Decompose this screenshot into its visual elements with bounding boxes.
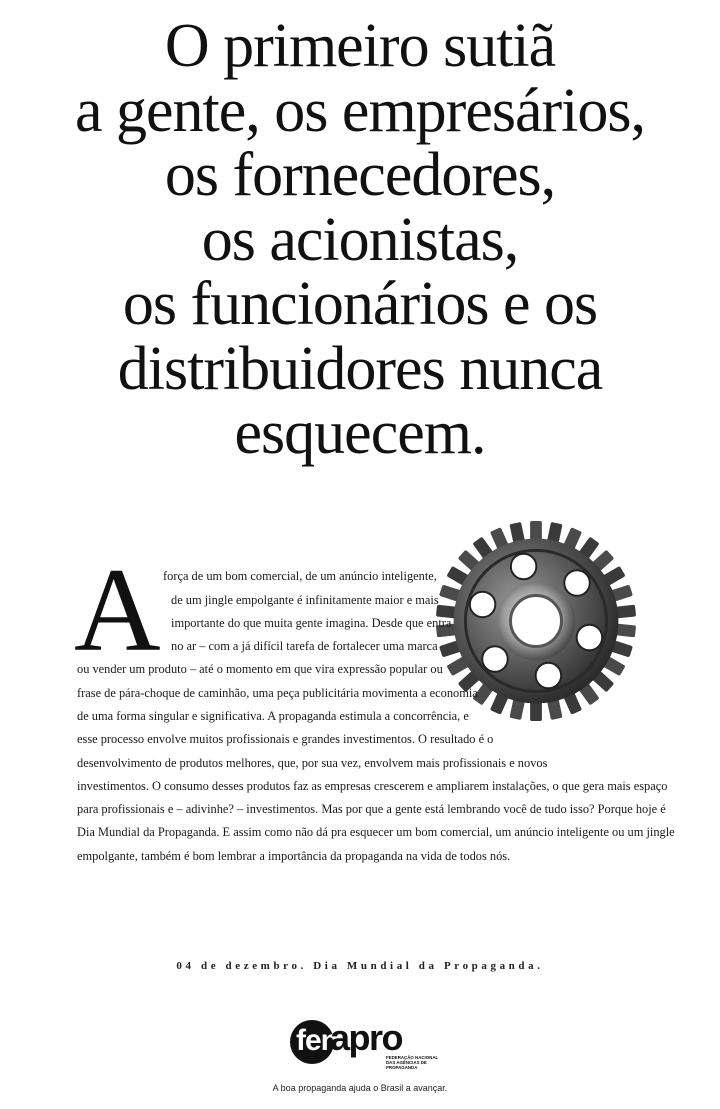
- headline-line: os funcionários e os: [122, 270, 598, 338]
- headline-line: distribuidores nunca: [117, 334, 603, 403]
- logo-wordmark: apro: [330, 1017, 403, 1058]
- body-line: esse processo envolve muitos profissionais e grandes investimentos. O resultado é o: [77, 732, 494, 746]
- body-line: frase de pára-choque de caminhão, uma peça publicitária movimenta a economia: [77, 686, 478, 700]
- logo-circle: [290, 1020, 338, 1064]
- body-line: força de um bom comercial, de um anúncio inteligente,: [163, 569, 437, 583]
- dateline: 04 de dezembro. Dia Mundial da Propaganda.: [176, 960, 544, 972]
- body-line: de uma forma singular e significativa. A propaganda estimula a concorrência, e: [77, 709, 469, 723]
- body-line: para profissionais e – adivinhe? – investimentos. Mas por que a gente está lembrando você de tudo isso? Porque hoje é: [77, 802, 666, 816]
- body-line: Dia Mundial da Propaganda. E assim como não dá pra esquecer um bom comercial, um anúncio inteligente ou um jingle: [77, 825, 675, 839]
- logo-subtitle: FEDERAÇÃO NACIONAL DAS AGÊNCIAS DE PROPAGANDA: [386, 1055, 439, 1070]
- body-line: investimentos. O consumo desses produtos faz as empresas crescerem e ampliarem instalações, o que gera mais espaço: [77, 779, 668, 793]
- body-line: desenvolvimento de produtos melhores, que, por sua vez, envolvem mais profissionais e novos: [77, 756, 548, 770]
- body-line: ou vender um produto – até o momento em que vira expressão popular ou: [77, 662, 443, 676]
- headline-line: os acionistas,: [201, 205, 519, 274]
- tagline: A boa propaganda ajuda o Brasil a avançar.: [272, 1083, 448, 1093]
- logo-circle-text: fen: [296, 1024, 338, 1057]
- headline-line: a gente, os empresários,: [75, 76, 645, 145]
- headline-line: os fornecedores,: [164, 141, 556, 209]
- drop-cap: A: [74, 543, 161, 676]
- fenapro-logo: [290, 1018, 440, 1068]
- body-line: importante do que muita gente imagina. Desde que entra: [171, 616, 452, 630]
- headline-line: esquecem.: [234, 399, 486, 467]
- headline-line: O primeiro sutiã: [164, 12, 556, 80]
- body-line: de um jingle empolgante é infinitamente maior e mais: [171, 593, 439, 607]
- body-line: no ar – com a já difícil tarefa de fortalecer uma marca: [171, 639, 438, 653]
- body-line: empolgante, também é bom lembrar a importância da propaganda na vida de todos nós.: [77, 849, 511, 863]
